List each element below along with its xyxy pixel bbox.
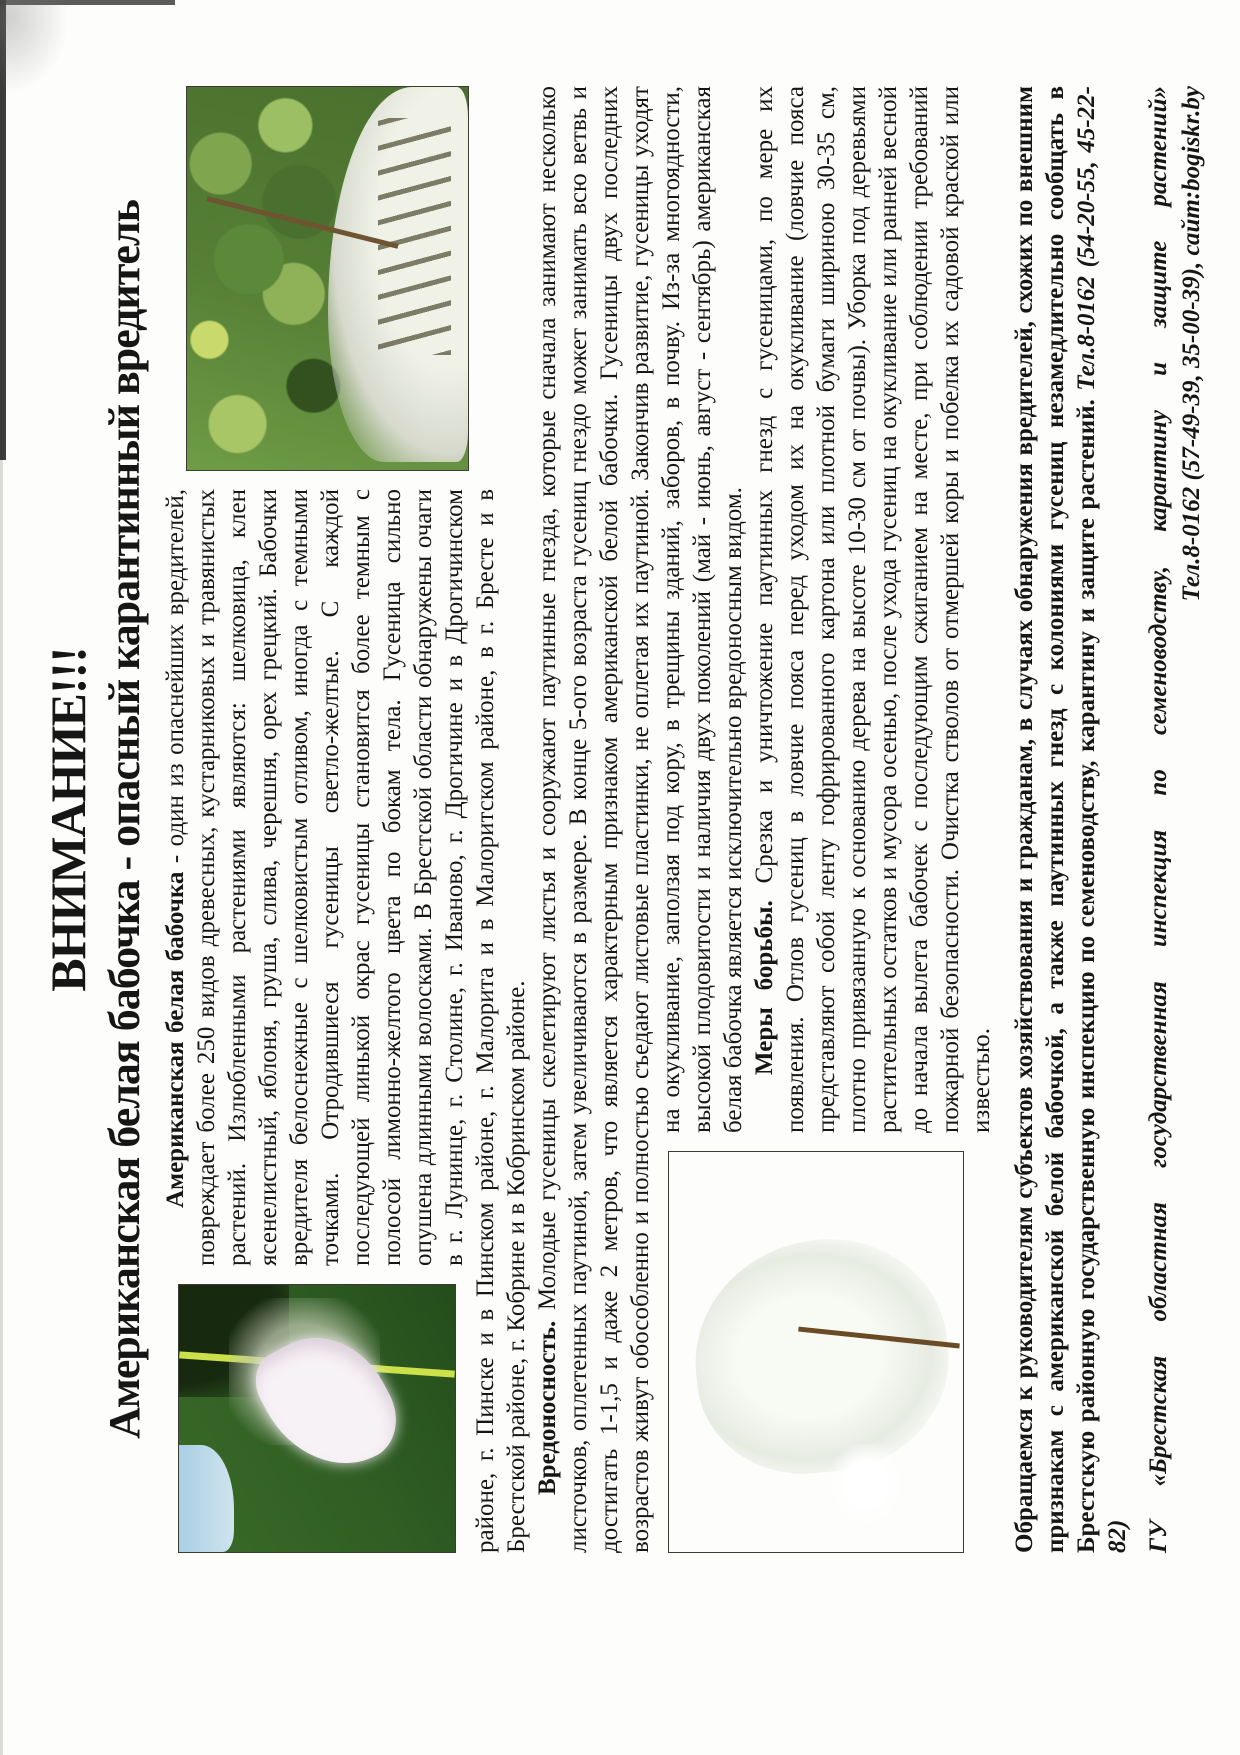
web-mass-art [684, 1227, 960, 1484]
flyer-body [160, 86, 1207, 1553]
white-butterfly-photo [178, 1284, 456, 1553]
paragraph-text: Закончив развитие, гусеницы уходят на окукливание, заползая под кору, в трещины зданий, заборов, в почву. Из-за многоядности, высокой плодовитости и наличия двух поколений (май - июнь, август - сентябрь) американская белая бабочка является исключительно вредоносным видом. [627, 86, 747, 1133]
paragraph-harmfulness [532, 86, 749, 1553]
phone-number: Тел.8-0162 (54-20-55, 45-22-82) [1073, 86, 1131, 1553]
highlight-art [831, 1444, 902, 1524]
paragraph-lead: Американская белая бабочка [162, 871, 189, 1208]
paragraph-lead: Вредоносность. [534, 1320, 561, 1495]
paragraph-text: Обращаемся к руководителям субъектов хозяйствования и гражданам, в случаях обнаружения вредителей, схожих по внешним признакам с американской белой бабочкой, а также паутинных гнезд с колониями гусениц незамедлительно сообщать в Брестскую районную государственную инспекцию по семеноводству, карантину и защите растений. [1011, 86, 1100, 1553]
page-subtitle: Американская белая бабочка - опасный карантинный вредитель [100, 200, 149, 1439]
paragraph-text: Срезка и уничтожение паутинных гнезд с гусеницами, по мере их появления. Отлов гусениц в ловчие пояса перед уходом их на окукливание (ловчие пояса представляют собой ленту гофрированного картона или плотной бумаги шириною 30-35 см, плотно привязанную к основанию дерева на высоте 10-30 см от почвы). Уборка под деревьями растительных остатков и мусора осенью, после ухода гусениц на окукливание или ранней весной до начала вылета бабочек с последующим сжиганием на месте, при соблюдении требований пожарной безопасности. Очистка стволов от отмершей коры и побелка их садовой краской или известью. [751, 86, 995, 1133]
paragraph-description [160, 86, 532, 1553]
web-nest-photo [186, 86, 469, 471]
inspection-name-line: ГУ «Брестская областная государственная инспекция по семеноводству, карантину и защите растений» [1145, 86, 1172, 1553]
caterpillars-art [378, 118, 451, 355]
sky-art [179, 1445, 234, 1552]
paragraph-text: Молодые гусеницы скелетируют листья и сооружают паутинные гнезда, которые сначала занимают несколько листочков, оплетенных паутиной, затем увеличиваются в размере. В конце 5-ого возраста гусениц гнездо может занимать всю ветвь и достигать 1-1,5 и даже 2 метров, что является характерным признаком американской белой бабочки. Гусеницы двух последних возрастов живут обособленно и полностью съедают листовые пластинки, не оплетая их паутиной. [534, 86, 654, 1553]
inspection-phone-line: Тел.8-0162 (57-49-39, 35-00-39), сайт:bogiskr.by [1178, 86, 1205, 602]
web-covered-plant-photo [668, 1151, 964, 1553]
paragraph-lead: Меры борьбы. [751, 900, 778, 1075]
scan-smudge-artifact [0, 0, 70, 95]
paragraph-appeal [1009, 86, 1133, 1553]
page-title: ВНИМАНИЕ!!! [40, 647, 96, 992]
paragraph-text: - один из опаснейших вредителей, повреждает более 250 видов древесных, кустарниковых и травянистых растений. Излюбленными растениями являются: шелковица, клен ясенелистный, яблоня, груша, слива, черешня, орех грецкий. Бабочки вредителя белоснежные с шелковистым отливом, иногда с темными точками. Отродившиеся гусеницы светло-желтые. С каждой последующей линькой окрас гусеницы становится более темным с полосой лимонно-желтого цвета по бокам тела. Гусеница сильно опушена длинными волосками. В Брестской области обнаружены очаги в г. Лунинце, г. Столине, г. Иваново, г. Дрогичине и в Дрогичинском районе, г. Пинске и в Пинском районе, г. Малорита и в Малоритском районе, в г. Бресте и в Брестской районе, г. Кобрине и в Кобринском районе. [162, 489, 530, 1553]
